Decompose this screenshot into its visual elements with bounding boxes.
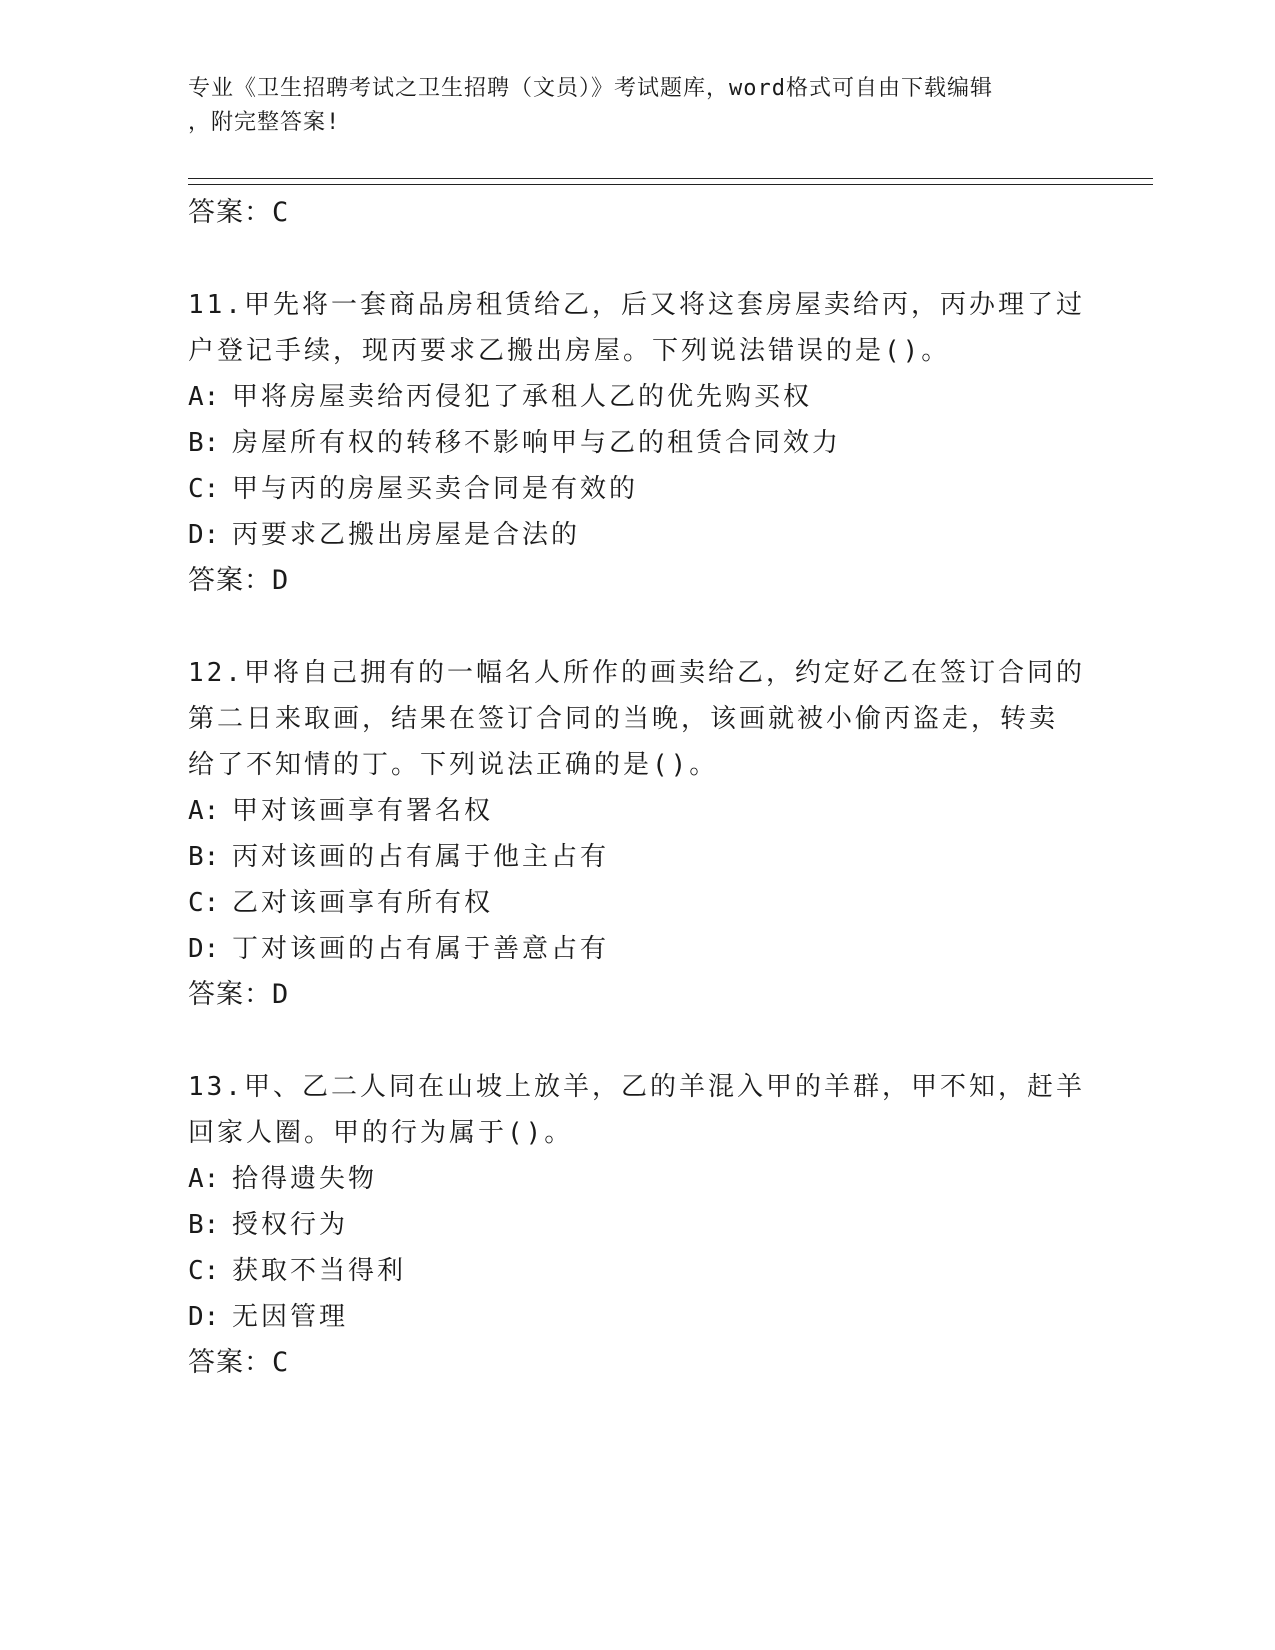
option-key: D: (188, 1302, 220, 1332)
option-a (188, 1156, 1153, 1202)
option-c (188, 880, 1153, 926)
option-text: 丙对该画的占有属于他主占有 (232, 842, 610, 872)
answer-value: C (272, 1347, 290, 1378)
option-b (188, 1202, 1153, 1248)
question-text-line: 给了不知情的丁。下列说法正确的是()。 (188, 750, 719, 780)
option-key: A: (188, 382, 220, 412)
answer-value: D (272, 979, 290, 1010)
option-d (188, 926, 1153, 972)
question-text-line: 第二日来取画，结果在签订合同的当晚，该画就被小偷丙盗走，转卖 (188, 704, 1059, 734)
question-text-line: 12.甲将自己拥有的一幅名人所作的画卖给乙，约定好乙在签订合同的 (188, 658, 1085, 688)
option-key: C: (188, 888, 220, 918)
answer-label: 答案： (188, 1347, 272, 1378)
document-header (188, 72, 1088, 140)
option-key: B: (188, 428, 220, 458)
option-text: 丙要求乙搬出房屋是合法的 (232, 520, 581, 550)
option-text: 拾得遗失物 (232, 1164, 378, 1194)
option-c (188, 466, 1153, 512)
question-text-line: 11.甲先将一套商品房租赁给乙，后又将这套房屋卖给丙，丙办理了过 (188, 290, 1085, 320)
answer-line (188, 1340, 1153, 1386)
answer-line (188, 972, 1153, 1018)
question-text-line: 户登记手续，现丙要求乙搬出房屋。下列说法错误的是()。 (188, 336, 951, 366)
option-key: D: (188, 934, 220, 964)
option-text: 丁对该画的占有属于善意占有 (232, 934, 610, 964)
spacer (188, 1018, 1153, 1064)
option-text: 甲将房屋卖给丙侵犯了承租人乙的优先购买权 (232, 382, 813, 412)
option-b (188, 420, 1153, 466)
option-key: C: (188, 474, 220, 504)
question-list (188, 190, 1153, 1386)
option-b (188, 834, 1153, 880)
question-12 (188, 650, 1153, 1018)
option-c (188, 1248, 1153, 1294)
answer-label: 答案： (188, 197, 272, 228)
question-13 (188, 1064, 1153, 1386)
option-key: D: (188, 520, 220, 550)
option-text: 乙对该画享有所有权 (232, 888, 494, 918)
option-text: 房屋所有权的转移不影响甲与乙的租赁合同效力 (232, 428, 842, 458)
spacer (188, 236, 1153, 282)
header-line-1: 专业《卫生招聘考试之卫生招聘（文员）》考试题库，word格式可自由下载编辑 (188, 76, 993, 101)
question-text-line: 回家人圈。甲的行为属于()。 (188, 1118, 574, 1148)
option-text: 获取不当得利 (232, 1256, 407, 1286)
option-key: B: (188, 1210, 220, 1240)
option-a (188, 788, 1153, 834)
answer-label: 答案： (188, 565, 272, 596)
option-key: C: (188, 1256, 220, 1286)
answer-line (188, 190, 1153, 236)
answer-value: D (272, 565, 290, 596)
header-divider-bottom (188, 184, 1153, 185)
option-d (188, 512, 1153, 558)
header-divider-top (188, 178, 1153, 179)
option-key: A: (188, 796, 220, 826)
option-d (188, 1294, 1153, 1340)
option-text: 授权行为 (232, 1210, 349, 1240)
answer-line (188, 558, 1153, 604)
answer-value: C (272, 197, 290, 228)
option-key: B: (188, 842, 220, 872)
answer-label: 答案： (188, 979, 272, 1010)
option-key: A: (188, 1164, 220, 1194)
option-text: 无因管理 (232, 1302, 349, 1332)
option-text: 甲与丙的房屋买卖合同是有效的 (232, 474, 639, 504)
header-line-2: ，附完整答案! (188, 110, 341, 135)
option-text: 甲对该画享有署名权 (232, 796, 494, 826)
question-text-line: 13.甲、乙二人同在山坡上放羊，乙的羊混入甲的羊群，甲不知，赶羊 (188, 1072, 1085, 1102)
spacer (188, 604, 1153, 650)
option-a (188, 374, 1153, 420)
question-11 (188, 282, 1153, 604)
